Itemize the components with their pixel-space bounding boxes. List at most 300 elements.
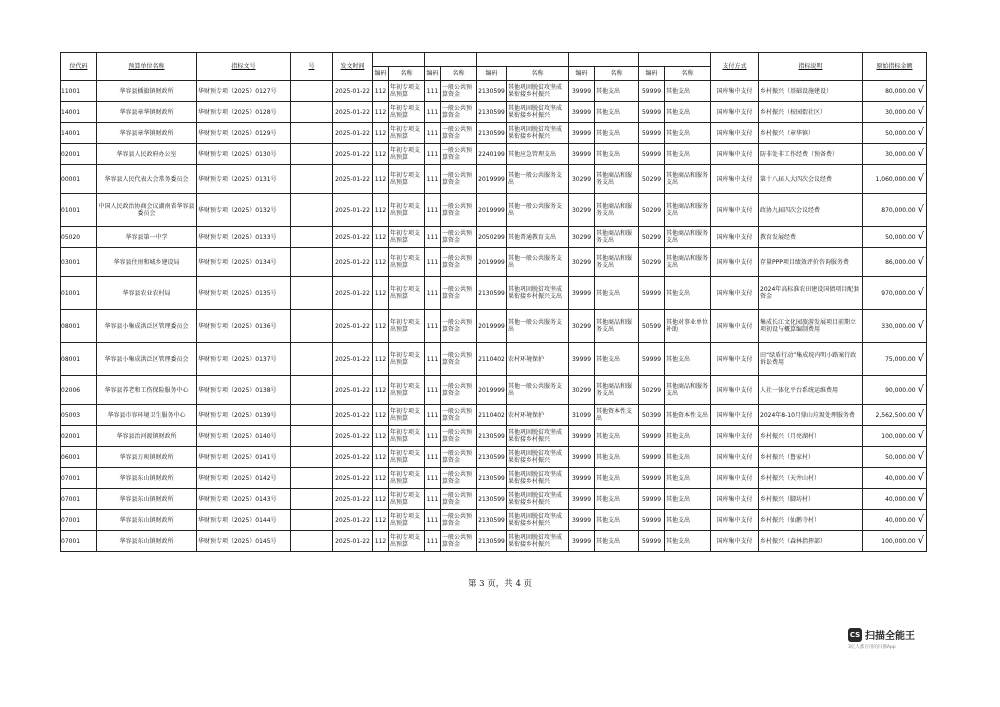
pay-method-cell: 国库集中支付 <box>711 144 759 165</box>
name-4-cell: 其他支出 <box>595 447 639 468</box>
unclear-cell <box>291 343 333 376</box>
desc-cell: 乡村振兴（鲁家村） <box>759 447 863 468</box>
checkmark-icon: √ <box>917 85 924 96</box>
checkmark-icon: √ <box>917 409 924 420</box>
name-2-cell: 一般公共预算资金 <box>441 376 477 405</box>
watermark-brand <box>848 627 915 642</box>
unit-code-cell: 11001 <box>61 81 97 102</box>
doc-no-cell: 华财预专项（2025）0143号 <box>197 489 291 510</box>
issue-date-cell: 2025-01-22 <box>333 81 373 102</box>
name-5-cell: 其他商品和服务支出 <box>665 227 711 248</box>
code-2-cell: 111 <box>425 468 441 489</box>
unit-name-cell: 华容县万庾镇财政所 <box>97 447 197 468</box>
name-1-cell: 年初专项支出预算 <box>389 310 425 343</box>
unit-code-cell: 02001 <box>61 144 97 165</box>
doc-no-cell: 华财预专项（2025）0127号 <box>197 81 291 102</box>
header-amount: 原始指标金额 <box>863 53 927 81</box>
name-5-cell: 其他支出 <box>665 123 711 144</box>
issue-date-cell: 2025-01-22 <box>333 510 373 531</box>
code-5-cell: 59999 <box>639 426 665 447</box>
name-3-cell: 其他巩固脱贫攻坚成果衔接乡村振兴支出 <box>507 277 569 310</box>
amount-value: 40,000.00 <box>885 516 916 524</box>
code-2-cell: 111 <box>425 489 441 510</box>
doc-no-cell: 华财预专项（2025）0136号 <box>197 310 291 343</box>
name-1-cell: 年初专项支出预算 <box>389 468 425 489</box>
name-2-cell: 一般公共预算资金 <box>441 343 477 376</box>
name-3-cell: 其他巩固脱贫攻坚成果衔接乡村振兴 <box>507 531 569 552</box>
code-1-cell: 112 <box>373 102 389 123</box>
code-1-cell: 112 <box>373 510 389 531</box>
unclear-cell <box>291 489 333 510</box>
checkmark-icon: √ <box>917 256 924 267</box>
pay-method-cell: 国库集中支付 <box>711 194 759 227</box>
unit-name-cell: 华容县人民代表大会常务委员会 <box>97 165 197 194</box>
code-3-cell: 2019999 <box>477 194 507 227</box>
amount-value: 40,000.00 <box>885 495 916 503</box>
unclear-cell <box>291 468 333 489</box>
amount-cell <box>863 531 927 552</box>
pay-method-cell: 国库集中支付 <box>711 343 759 376</box>
name-5-cell: 其他对事业单位补助 <box>665 310 711 343</box>
name-1-cell: 年初专项支出预算 <box>389 426 425 447</box>
code-5-cell: 59999 <box>639 489 665 510</box>
code-4-cell: 39999 <box>569 81 595 102</box>
name-2-cell: 一般公共预算资金 <box>441 426 477 447</box>
code-2-cell: 111 <box>425 81 441 102</box>
name-3-cell: 其他一般公共服务支出 <box>507 194 569 227</box>
issue-date-cell: 2025-01-22 <box>333 102 373 123</box>
code-2-cell: 111 <box>425 194 441 227</box>
table-row <box>61 376 927 405</box>
unclear-cell <box>291 510 333 531</box>
name-4-cell: 其他支出 <box>595 81 639 102</box>
checkmark-icon: √ <box>917 148 924 159</box>
name-1-cell: 年初专项支出预算 <box>389 227 425 248</box>
doc-no-cell: 华财预专项（2025）0135号 <box>197 277 291 310</box>
checkmark-icon: √ <box>917 384 924 395</box>
name-1-cell: 年初专项支出预算 <box>389 447 425 468</box>
code-3-cell: 2130599 <box>477 468 507 489</box>
checkmark-icon: √ <box>917 231 924 242</box>
amount-cell <box>863 123 927 144</box>
pay-method-cell: 国库集中支付 <box>711 405 759 426</box>
name-2-cell: 一般公共预算资金 <box>441 468 477 489</box>
unclear-cell <box>291 310 333 343</box>
doc-no-cell: 华财预专项（2025）0131号 <box>197 165 291 194</box>
code-4-cell: 39999 <box>569 531 595 552</box>
unit-name-cell: 华容县东山镇财政所 <box>97 468 197 489</box>
unit-code-cell: 05020 <box>61 227 97 248</box>
code-3-cell: 2130599 <box>477 489 507 510</box>
code-3-cell: 2240199 <box>477 144 507 165</box>
code-2-cell: 111 <box>425 248 441 277</box>
code-3-cell: 2050299 <box>477 227 507 248</box>
code-5-cell: 59999 <box>639 531 665 552</box>
checkmark-icon: √ <box>917 353 924 364</box>
code-4-cell: 39999 <box>569 123 595 144</box>
amount-value: 100,000.00 <box>881 537 916 545</box>
name-3-cell: 其他普通教育支出 <box>507 227 569 248</box>
code-1-cell: 112 <box>373 426 389 447</box>
name-4-cell: 其他支出 <box>595 531 639 552</box>
code-2-cell: 111 <box>425 102 441 123</box>
desc-cell: 乡村振兴（月亮湖村） <box>759 426 863 447</box>
code-3-cell: 2110402 <box>477 405 507 426</box>
unclear-cell <box>291 376 333 405</box>
unit-code-cell: 00001 <box>61 165 97 194</box>
code-4-cell: 39999 <box>569 447 595 468</box>
pay-method-cell: 国库集中支付 <box>711 310 759 343</box>
page-number: 第 3 页，共 4 页 <box>467 579 533 589</box>
table-body <box>61 81 927 552</box>
desc-cell: 乡村振兴（森林指挥部） <box>759 531 863 552</box>
code-2-cell: 111 <box>425 447 441 468</box>
pay-method-cell: 国库集中支付 <box>711 510 759 531</box>
header-unit-code: 位代码 <box>61 53 97 81</box>
amount-value: 100,000.00 <box>881 432 916 440</box>
pay-method-cell: 国库集中支付 <box>711 489 759 510</box>
doc-no-cell: 华财预专项（2025）0128号 <box>197 102 291 123</box>
header-name-1: 名称 <box>389 67 425 81</box>
issue-date-cell: 2025-01-22 <box>333 376 373 405</box>
name-1-cell: 年初专项支出预算 <box>389 405 425 426</box>
name-3-cell: 其他巩固脱贫攻坚成果衔接乡村振兴 <box>507 123 569 144</box>
header-group-5 <box>639 53 711 67</box>
table-row <box>61 144 927 165</box>
name-1-cell: 年初专项支出预算 <box>389 376 425 405</box>
desc-cell: 人社一体化平台系统运维费用 <box>759 376 863 405</box>
watermark-app-name: 扫描全能王 <box>865 631 915 642</box>
name-5-cell: 其他支出 <box>665 531 711 552</box>
name-3-cell: 其他巩固脱贫攻坚成果衔接乡村振兴 <box>507 468 569 489</box>
pay-method-cell: 国库集中支付 <box>711 468 759 489</box>
desc-cell: 第十八届人大四次会议经费 <box>759 165 863 194</box>
name-5-cell: 其他商品和服务支出 <box>665 194 711 227</box>
unit-name-cell: 华容县市容环境卫生服务中心 <box>97 405 197 426</box>
issue-date-cell: 2025-01-22 <box>333 468 373 489</box>
table-row <box>61 426 927 447</box>
amount-cell <box>863 81 927 102</box>
code-5-cell: 50299 <box>639 194 665 227</box>
doc-no-cell: 华财预专项（2025）0140号 <box>197 426 291 447</box>
amount-cell <box>863 405 927 426</box>
header-code-3: 编码 <box>477 67 507 81</box>
header-doc-no: 指标文号 <box>197 53 291 81</box>
code-4-cell: 30299 <box>569 310 595 343</box>
code-4-cell: 30299 <box>569 248 595 277</box>
header-group-2 <box>425 53 477 67</box>
code-2-cell: 111 <box>425 405 441 426</box>
amount-value: 90,000.00 <box>885 386 916 394</box>
name-3-cell: 其他一般公共服务支出 <box>507 376 569 405</box>
code-1-cell: 112 <box>373 227 389 248</box>
code-5-cell: 50299 <box>639 248 665 277</box>
unit-code-cell: 02006 <box>61 376 97 405</box>
code-1-cell: 112 <box>373 277 389 310</box>
code-5-cell: 59999 <box>639 277 665 310</box>
checkmark-icon: √ <box>917 204 924 215</box>
name-5-cell: 其他商品和服务支出 <box>665 248 711 277</box>
code-1-cell: 112 <box>373 194 389 227</box>
code-2-cell: 111 <box>425 343 441 376</box>
issue-date-cell: 2025-01-22 <box>333 531 373 552</box>
budget-table-sheet <box>60 52 926 552</box>
unit-name-cell: 华容县养老和工伤保险服务中心 <box>97 376 197 405</box>
checkmark-icon: √ <box>917 472 924 483</box>
issue-date-cell: 2025-01-22 <box>333 123 373 144</box>
unclear-cell <box>291 426 333 447</box>
unit-name-cell: 华容县住房和城乡建设局 <box>97 248 197 277</box>
unclear-cell <box>291 144 333 165</box>
code-5-cell: 50599 <box>639 310 665 343</box>
camscanner-logo-icon: CS <box>848 628 862 642</box>
name-1-cell: 年初专项支出预算 <box>389 123 425 144</box>
name-4-cell: 其他支出 <box>595 123 639 144</box>
code-1-cell: 112 <box>373 376 389 405</box>
code-4-cell: 39999 <box>569 102 595 123</box>
name-1-cell: 年初专项支出预算 <box>389 489 425 510</box>
name-3-cell: 农村环境保护 <box>507 405 569 426</box>
name-1-cell: 年初专项支出预算 <box>389 248 425 277</box>
name-2-cell: 一般公共预算资金 <box>441 489 477 510</box>
unit-code-cell: 08001 <box>61 310 97 343</box>
unit-name-cell: 华容县人民政府办公室 <box>97 144 197 165</box>
checkmark-icon: √ <box>917 106 924 117</box>
doc-no-cell: 华财预专项（2025）0130号 <box>197 144 291 165</box>
code-1-cell: 112 <box>373 310 389 343</box>
checkmark-icon: √ <box>917 430 924 441</box>
name-4-cell: 其他支出 <box>595 102 639 123</box>
name-5-cell: 其他商品和服务支出 <box>665 165 711 194</box>
budget-allocation-table <box>60 52 927 552</box>
name-4-cell: 其他支出 <box>595 426 639 447</box>
unclear-cell <box>291 165 333 194</box>
unclear-cell <box>291 405 333 426</box>
table-row <box>61 447 927 468</box>
unclear-cell <box>291 248 333 277</box>
unit-code-cell: 03001 <box>61 248 97 277</box>
amount-cell <box>863 227 927 248</box>
name-4-cell: 其他商品和服务支出 <box>595 194 639 227</box>
code-3-cell: 2019999 <box>477 310 507 343</box>
name-5-cell: 其他支出 <box>665 468 711 489</box>
checkmark-icon: √ <box>917 173 924 184</box>
name-2-cell: 一般公共预算资金 <box>441 510 477 531</box>
pay-method-cell: 国库集中支付 <box>711 248 759 277</box>
name-3-cell: 其他巩固脱贫攻坚成果衔接乡村振兴 <box>507 81 569 102</box>
code-1-cell: 112 <box>373 531 389 552</box>
name-2-cell: 一般公共预算资金 <box>441 227 477 248</box>
doc-no-cell: 华财预专项（2025）0132号 <box>197 194 291 227</box>
table-row <box>61 194 927 227</box>
code-1-cell: 112 <box>373 489 389 510</box>
name-5-cell: 其他支出 <box>665 343 711 376</box>
code-4-cell: 39999 <box>569 489 595 510</box>
name-3-cell: 其他一般公共服务支出 <box>507 310 569 343</box>
amount-value: 870,000.00 <box>881 206 916 214</box>
name-2-cell: 一般公共预算资金 <box>441 277 477 310</box>
unit-code-cell: 07001 <box>61 489 97 510</box>
code-3-cell: 2130599 <box>477 277 507 310</box>
code-2-cell: 111 <box>425 165 441 194</box>
amount-value: 970,000.00 <box>881 289 916 297</box>
pay-method-cell: 国库集中支付 <box>711 531 759 552</box>
unclear-cell <box>291 531 333 552</box>
name-2-cell: 一般公共预算资金 <box>441 310 477 343</box>
code-1-cell: 112 <box>373 405 389 426</box>
code-2-cell: 111 <box>425 144 441 165</box>
pay-method-cell: 国库集中支付 <box>711 81 759 102</box>
header-name-4: 名称 <box>595 67 639 81</box>
code-2-cell: 111 <box>425 510 441 531</box>
unit-name-cell: 华容县东山镇财政所 <box>97 510 197 531</box>
issue-date-cell: 2025-01-22 <box>333 227 373 248</box>
amount-value: 30,000.00 <box>885 108 916 116</box>
code-4-cell: 39999 <box>569 343 595 376</box>
amount-cell <box>863 447 927 468</box>
checkmark-icon: √ <box>917 493 924 504</box>
amount-value: 86,000.00 <box>885 258 916 266</box>
desc-cell: 乡村振兴（基础设施建设） <box>759 81 863 102</box>
name-1-cell: 年初专项支出预算 <box>389 343 425 376</box>
code-1-cell: 112 <box>373 81 389 102</box>
unit-name-cell: 华容县章华镇财政所 <box>97 102 197 123</box>
amount-cell <box>863 165 927 194</box>
code-5-cell: 59999 <box>639 123 665 144</box>
header-group-1 <box>373 53 425 67</box>
name-5-cell: 其他支出 <box>665 81 711 102</box>
name-1-cell: 年初专项支出预算 <box>389 277 425 310</box>
name-4-cell: 其他支出 <box>595 468 639 489</box>
name-3-cell: 其他巩固脱贫攻坚成果衔接乡村振兴 <box>507 510 569 531</box>
unit-code-cell: 07001 <box>61 468 97 489</box>
header-code-4: 编码 <box>569 67 595 81</box>
amount-value: 40,000.00 <box>885 474 916 482</box>
name-4-cell: 其他商品和服务支出 <box>595 248 639 277</box>
doc-no-cell: 华财预专项（2025）0129号 <box>197 123 291 144</box>
unit-name-cell: 华容县治河渡镇财政所 <box>97 426 197 447</box>
desc-cell: 2024年8-10月鼎山垃圾处理服务费 <box>759 405 863 426</box>
name-1-cell: 年初专项支出预算 <box>389 144 425 165</box>
unclear-cell <box>291 123 333 144</box>
amount-value: 1,060,000.00 <box>875 175 916 183</box>
pay-method-cell: 国库集中支付 <box>711 277 759 310</box>
amount-cell <box>863 194 927 227</box>
unit-code-cell: 01001 <box>61 194 97 227</box>
unclear-cell <box>291 194 333 227</box>
doc-no-cell: 华财预专项（2025）0134号 <box>197 248 291 277</box>
name-4-cell: 其他支出 <box>595 489 639 510</box>
issue-date-cell: 2025-01-22 <box>333 310 373 343</box>
code-4-cell: 39999 <box>569 426 595 447</box>
unit-code-cell: 07001 <box>61 531 97 552</box>
code-5-cell: 59999 <box>639 468 665 489</box>
unit-code-cell: 02001 <box>61 426 97 447</box>
unclear-cell <box>291 81 333 102</box>
name-5-cell: 其他支出 <box>665 426 711 447</box>
table-row <box>61 248 927 277</box>
amount-value: 330,000.00 <box>881 322 916 330</box>
amount-value: 50,000.00 <box>885 129 916 137</box>
doc-no-cell: 华财预专项（2025）0142号 <box>197 468 291 489</box>
doc-no-cell: 华财预专项（2025）0138号 <box>197 376 291 405</box>
table-row <box>61 227 927 248</box>
code-3-cell: 2130599 <box>477 123 507 144</box>
header-pay-method: 支付方式 <box>711 53 759 81</box>
unit-name-cell: 华容县小集成洪泛区管理委员会 <box>97 343 197 376</box>
name-4-cell: 其他支出 <box>595 510 639 531</box>
code-3-cell: 2019999 <box>477 248 507 277</box>
amount-cell <box>863 277 927 310</box>
amount-cell <box>863 102 927 123</box>
name-2-cell: 一般公共预算资金 <box>441 447 477 468</box>
pay-method-cell: 国库集中支付 <box>711 227 759 248</box>
header-unit-name: 预算单位名称 <box>97 53 197 81</box>
name-4-cell: 其他商品和服务支出 <box>595 227 639 248</box>
name-1-cell: 年初专项支出预算 <box>389 194 425 227</box>
desc-cell: 乡村振兴（仙鹅寺村） <box>759 510 863 531</box>
table-row <box>61 510 927 531</box>
table-row <box>61 81 927 102</box>
pay-method-cell: 国库集中支付 <box>711 165 759 194</box>
pay-method-cell: 国库集中支付 <box>711 426 759 447</box>
desc-cell: 乡村振兴（天井山村） <box>759 468 863 489</box>
code-1-cell: 112 <box>373 248 389 277</box>
issue-date-cell: 2025-01-22 <box>333 447 373 468</box>
code-4-cell: 39999 <box>569 277 595 310</box>
code-1-cell: 112 <box>373 165 389 194</box>
pay-method-cell: 国库集中支付 <box>711 102 759 123</box>
issue-date-cell: 2025-01-22 <box>333 489 373 510</box>
header-name-3: 名称 <box>507 67 569 81</box>
code-2-cell: 111 <box>425 531 441 552</box>
name-1-cell: 年初专项支出预算 <box>389 81 425 102</box>
code-3-cell: 2130599 <box>477 531 507 552</box>
code-3-cell: 2130599 <box>477 510 507 531</box>
name-4-cell: 其他商品和服务支出 <box>595 376 639 405</box>
doc-no-cell: 华财预专项（2025）0141号 <box>197 447 291 468</box>
unit-code-cell: 14001 <box>61 123 97 144</box>
code-4-cell: 30299 <box>569 376 595 405</box>
issue-date-cell: 2025-01-22 <box>333 194 373 227</box>
code-5-cell: 50399 <box>639 405 665 426</box>
code-4-cell: 39999 <box>569 144 595 165</box>
name-2-cell: 一般公共预算资金 <box>441 102 477 123</box>
doc-no-cell: 华财预专项（2025）0133号 <box>197 227 291 248</box>
desc-cell: 乡村振兴（脚坊村） <box>759 489 863 510</box>
header-group-4 <box>569 53 639 67</box>
issue-date-cell: 2025-01-22 <box>333 405 373 426</box>
code-4-cell: 39999 <box>569 510 595 531</box>
name-2-cell: 一般公共预算资金 <box>441 81 477 102</box>
issue-date-cell: 2025-01-22 <box>333 248 373 277</box>
name-3-cell: 其他巩固脱贫攻坚成果衔接乡村振兴 <box>507 447 569 468</box>
table-row <box>61 531 927 552</box>
unit-code-cell: 01001 <box>61 277 97 310</box>
name-2-cell: 一般公共预算资金 <box>441 165 477 194</box>
desc-cell: 存量PPP项目绩效评价咨询服务费 <box>759 248 863 277</box>
code-4-cell: 30299 <box>569 165 595 194</box>
header-code-5: 编码 <box>639 67 665 81</box>
name-2-cell: 一般公共预算资金 <box>441 248 477 277</box>
code-2-cell: 111 <box>425 310 441 343</box>
name-4-cell: 其他支出 <box>595 343 639 376</box>
name-2-cell: 一般公共预算资金 <box>441 194 477 227</box>
name-4-cell: 其他资本性支出 <box>595 405 639 426</box>
name-5-cell: 其他支出 <box>665 144 711 165</box>
unit-name-cell: 华容县小集成洪泛区管理委员会 <box>97 310 197 343</box>
amount-cell <box>863 144 927 165</box>
